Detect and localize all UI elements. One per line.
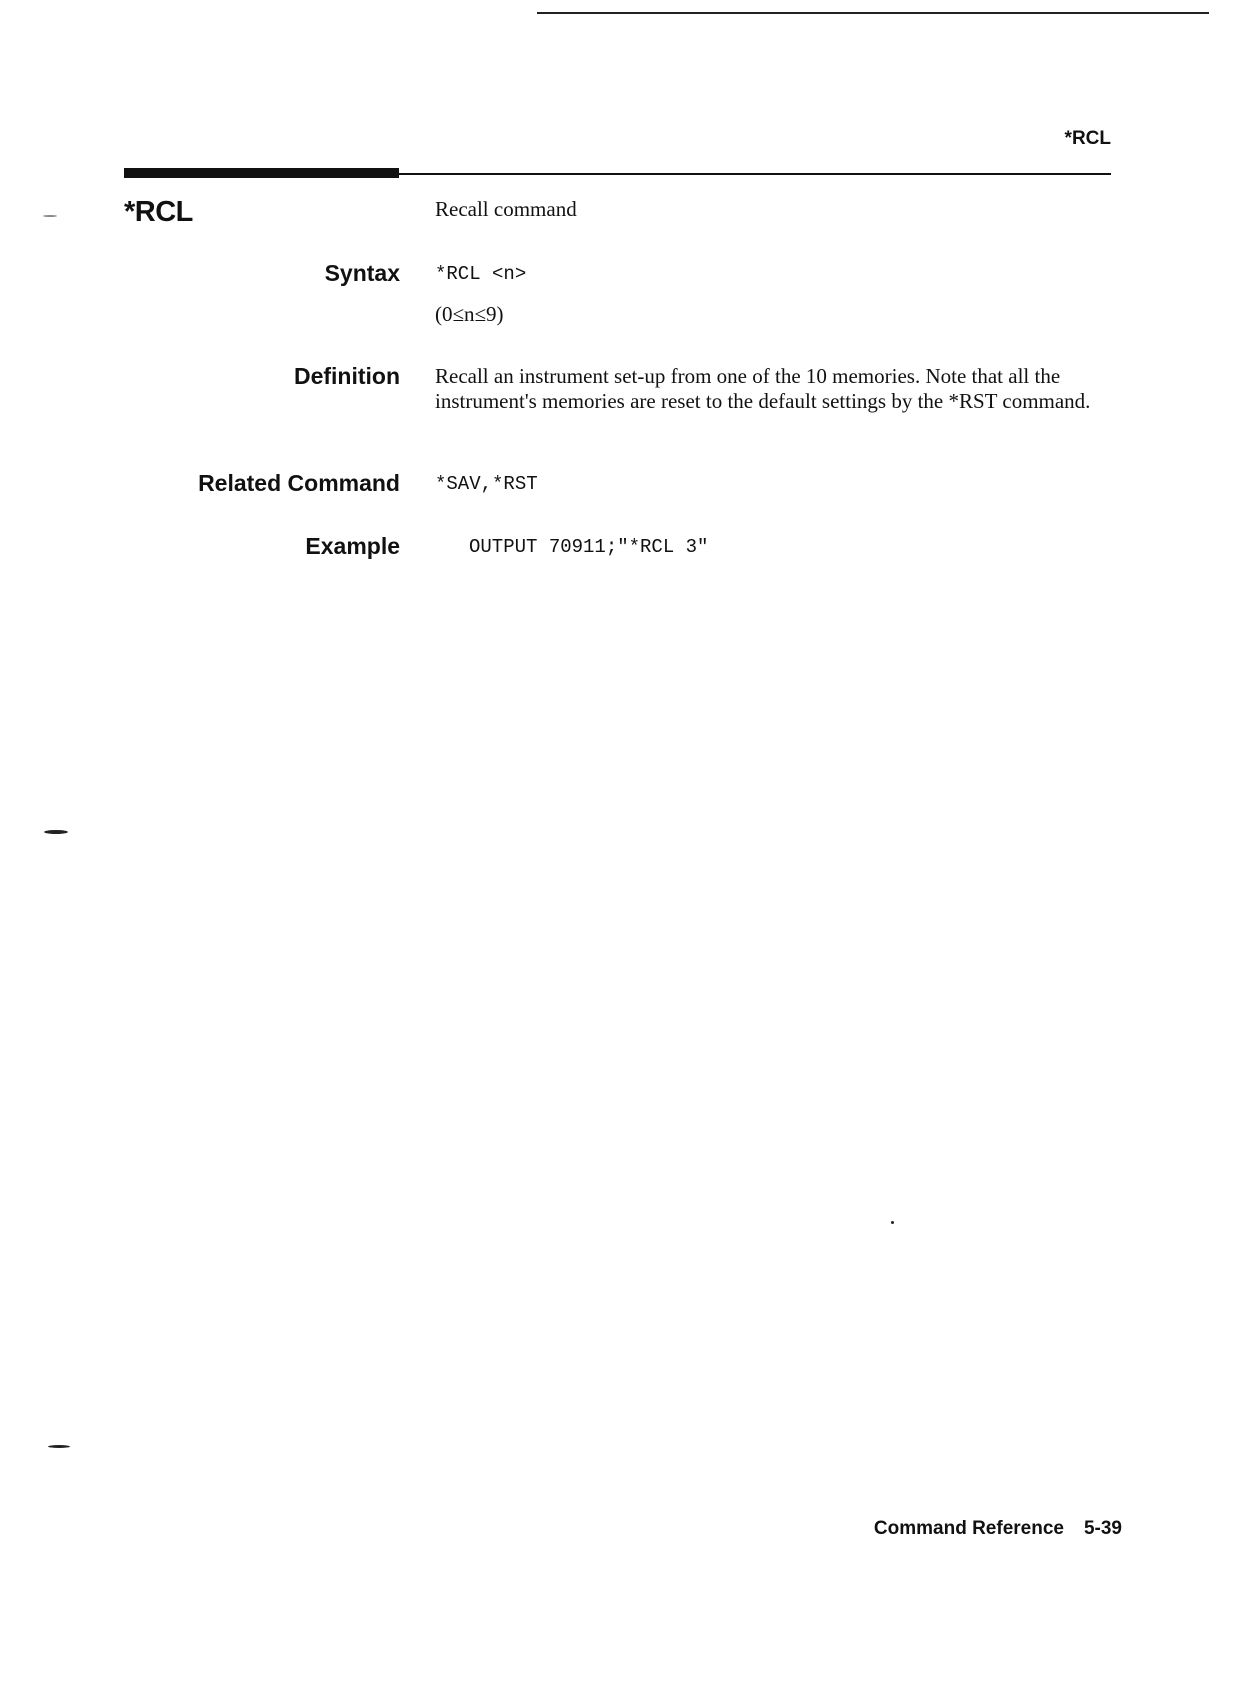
definition-label: Definition [293, 363, 400, 389]
definition-text: Recall an instrument set-up from one of the 10 memories. Note that all the instrument's memories are reset to the default settings by the *RST command. [435, 364, 1091, 413]
command-summary: Recall command [435, 197, 577, 221]
top-rule [537, 12, 1209, 14]
page-footer [874, 1518, 1122, 1540]
running-head: *RCL [1064, 128, 1111, 149]
command-title: *RCL [124, 196, 193, 228]
section-rule-thick [124, 168, 399, 178]
scan-mark [43, 215, 57, 217]
related-command-text: *SAV,*RST [435, 473, 538, 495]
scan-mark [44, 830, 68, 834]
syntax-line-2: (0≤n≤9) [435, 302, 504, 326]
scan-mark [48, 1445, 70, 1448]
related-command-label: Related Command [198, 470, 400, 496]
footer-page-number: 5-39 [1083, 1518, 1122, 1539]
syntax-line-1: *RCL <n> [435, 263, 527, 285]
footer-section: Command Reference [873, 1518, 1064, 1539]
example-code: OUTPUT 70911;"*RCL 3" [469, 536, 709, 558]
example-label: Example [305, 533, 400, 559]
section-rule-thin [399, 173, 1111, 175]
syntax-label: Syntax [324, 260, 400, 286]
scan-mark [891, 1221, 894, 1224]
